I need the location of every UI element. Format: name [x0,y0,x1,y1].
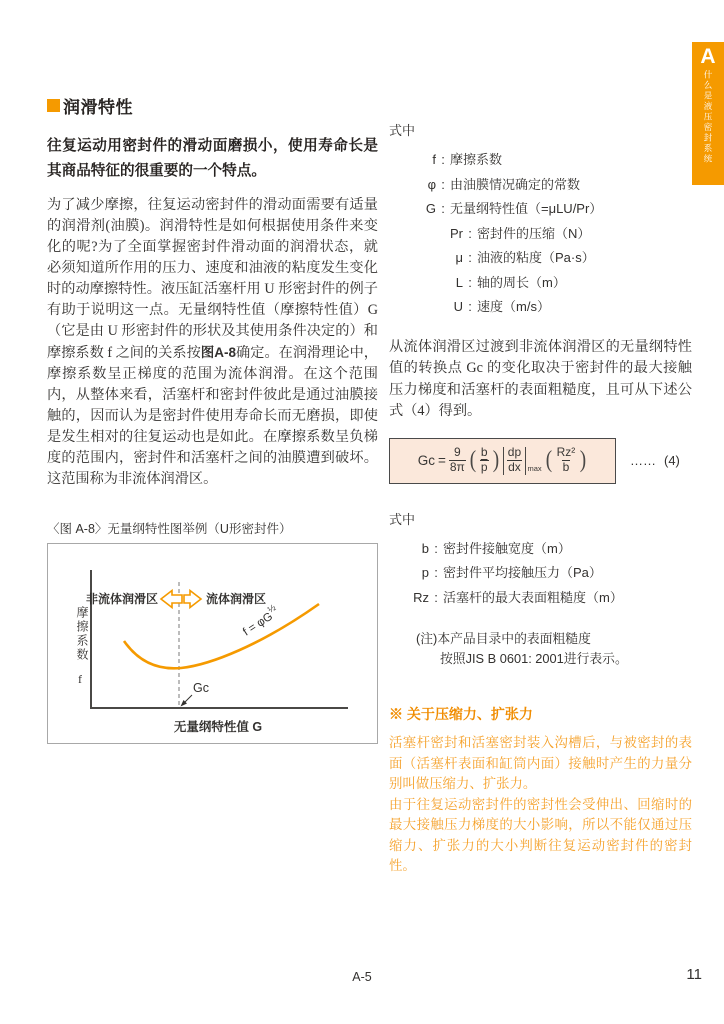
equation-dots: …… [630,453,656,468]
symbol-colon: : [468,299,472,314]
friction-curve [124,604,319,668]
symbol-description: 摩擦系数 [450,152,503,167]
equation-number [630,453,680,468]
symbol-line [416,173,692,198]
chapter-letter: A [700,45,716,68]
symbol-colon: : [441,201,445,216]
paren-close: ) [492,447,499,473]
max-subscript: max [527,463,542,473]
symbol-line [403,537,692,562]
symbol-colon: : [441,176,445,192]
symbol-colon: : [468,225,472,241]
symbol-list-2 [403,537,692,611]
symbol: b [421,540,429,556]
y-axis-symbol: f [78,672,82,686]
symbol: Pr [450,225,463,241]
right-column [389,120,692,877]
symbol-colon: : [434,565,438,580]
formula-frac-bp: $\frac{b}{p}$ [480,445,488,474]
abs-bar-right-group [525,447,541,475]
warning-section [389,704,692,877]
left-column [47,93,378,490]
symbol-description: 密封件的压缩（N） [477,225,591,241]
section-title-text: 润滑特性 [63,98,133,117]
chapter-title-vertical: 什么是液压密封系统 [703,70,713,165]
formula-frac-dpdx: $\frac{dp}{dx}$ [507,445,522,474]
symbol-description: 活塞杆的最大表面粗糙度（m） [443,589,623,605]
warning-paragraph-2: 由于往复运动密封件的密封性会受伸出、回缩时的最大接触压力梯度的大小影响，所以不能仅通过压缩力、扩张力的大小判断往复运动密封件的密封性。 [389,796,692,873]
symbol-line [443,271,692,296]
symbol: f [432,152,436,167]
region-right-label: 流体润滑区 [206,592,267,606]
symbol: μ [455,250,463,265]
paren-open: ( [469,447,477,473]
formula-frac-rz: $\frac{\text{Rz²}}{b}$ [556,445,576,474]
paren-close-2: ) [580,447,587,473]
warning-paragraph-1: 活塞杆密封和活塞密封装入沟槽后，与被密封的表面（活塞杆表面和缸筒内面）接触时产生的力量分别叫做压缩力、扩张力。 [389,735,692,791]
figure-caption: 〈图 A-8〉无量纲特性图举例（U形密封件） [47,522,292,536]
body-part1: 为了减少摩擦，往复运动密封件的滑动面需要有适量的润滑剂(油膜)。润滑特性是如何根据使用条件来变化的呢?为了全面掌握密封件滑动面的润滑状态，就必须知道所作用的压力、速度和油液的粘度发生变化时的动摩擦特性。液压缸活塞杆用 U 形密封件的例子有助于说明这一点。无量纲特性值（摩擦特性值）G（它是由 U 形密封件的形状及其使用条件决定的）和摩擦系数 f 之间的关系按 [47,197,378,361]
transition-paragraph: 从流体润滑区过渡到非流体润滑区的无量纲特性值的转换点 Gc 的变化取决于密封件的最大接触压力梯度和活塞杆的表面粗糙度，且可从下述公式（4）得到。 [389,338,692,419]
abs-bar-left [503,447,504,475]
formula-frac-coefficient: $\frac{9}{8\pi}$ [449,445,465,474]
body-paragraph [47,195,378,490]
figure-a8 [47,519,378,744]
symbol-description: 轴的周长（m） [477,274,566,290]
symbol-description: 无量纲特性值（=μLU/Pr） [450,201,603,216]
symbol-description: 由油膜情况确定的常数 [450,176,581,192]
note-line-1: (注)本产品目录中的表面粗糙度 [416,631,591,646]
symbol: φ [427,176,436,192]
footer-doc-code: A-5 [352,970,372,984]
warning-heading: ※ 关于压缩力、扩张力 [389,706,533,722]
body-part2: 确定。在润滑理论中，摩擦系数呈正梯度的范围为流体润滑。在这个范围内，从整体来看，活塞杆和密封件彼此是通过油膜接触的，因而认为是密封件使用寿命长而无磨损，即使是发生相对的往复运动也是如此。在摩擦系数呈负梯度的范围内，密封件和活塞杆之间的油膜遭到破坏。这范围称为非流体润滑区。 [47,345,378,487]
formula-equals: = [437,453,446,468]
figure-frame [47,543,378,744]
symbol-line [403,561,692,586]
note-line-2: 按照JIS B 0601: 2001进行表示。 [440,651,628,666]
body-figure-ref: 图A-8 [200,345,237,360]
symbol: L [455,274,463,290]
symbol: p [421,565,429,580]
formula-row [389,438,692,484]
section-bullet-square [47,99,60,112]
symbol: U [453,299,463,314]
curve-equation-label: $f = \varphi G^{\frac{1}{2}}$ [241,602,278,639]
symbol: Rz [413,589,429,605]
surface-roughness-note [416,629,692,669]
x-axis-label: 无量纲特性值 G [173,720,263,734]
where-label-2: 式中 [389,511,416,527]
symbol-line [443,222,692,247]
axes-lines [91,570,348,708]
y-axis-label: 摩擦系数 [75,606,89,662]
friction-curve-chart [48,544,377,743]
region-left-label: 非流体润滑区 [85,592,158,606]
paren-open-2: ( [545,447,552,473]
symbol-colon: : [441,152,445,167]
abs-bar-right [525,447,526,475]
symbol-description: 油液的粘度（Pa·s） [477,250,595,265]
symbol-description: 密封件平均接触压力（Pa） [443,565,602,580]
symbol-line [403,586,692,611]
chapter-tab [692,42,724,185]
symbol-list-1 [416,148,692,320]
symbol-line [416,148,692,173]
symbol-colon: : [434,540,438,556]
intro-paragraph: 往复运动用密封件的滑动面磨损小，使用寿命长是其商品特征的很重要的一个特点。 [47,138,378,179]
symbol-line [416,197,692,222]
symbol-line [443,246,692,271]
formula-lhs: Gc [417,453,435,468]
symbol-description: 密封件接触宽度（m） [443,540,571,556]
symbol-colon: : [468,250,472,265]
symbol-line [443,295,692,320]
formula-box [389,438,616,484]
equation-index: (4) [664,453,680,468]
section-title [47,93,378,118]
symbol-description: 速度（m/s） [477,299,550,314]
arrow-right-icon [184,591,201,608]
symbol-colon: : [468,274,472,290]
footer-page-number: 11 [686,966,702,983]
symbol: G [425,201,436,216]
gc-label: Gc [193,681,209,695]
symbol-colon: : [434,589,438,605]
where-label-1: 式中 [389,123,416,138]
